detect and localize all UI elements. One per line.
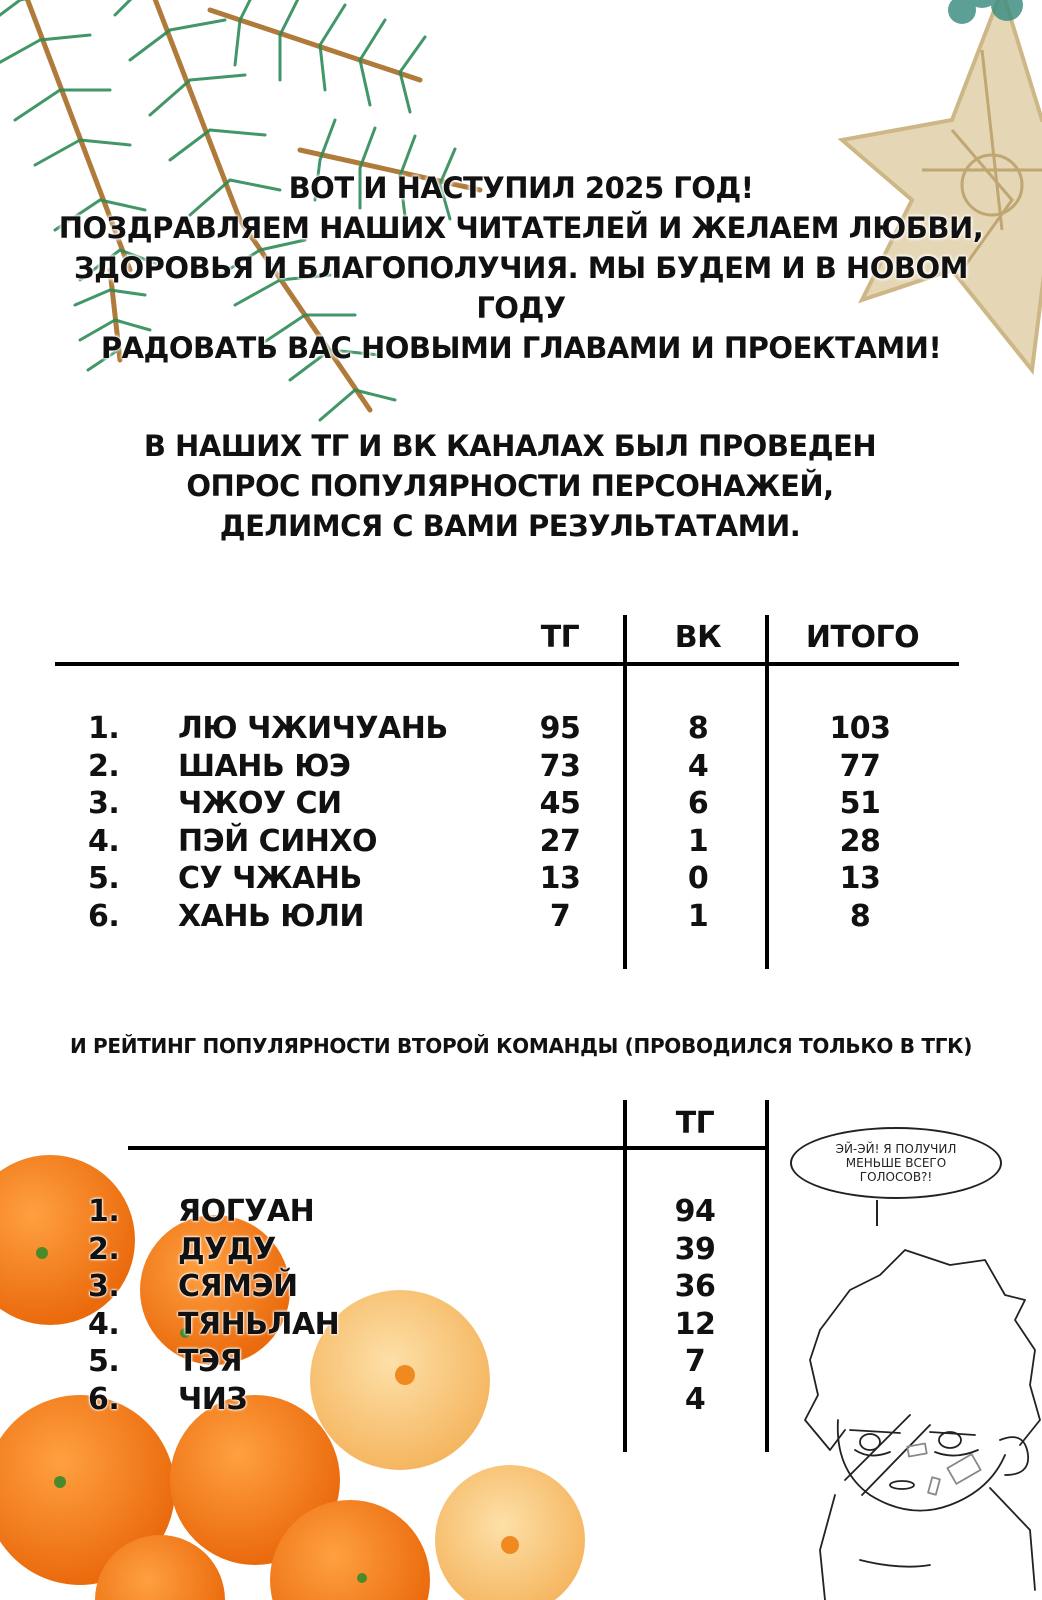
name-column — [178, 1193, 478, 1419]
character-name: ДУДУ — [178, 1231, 276, 1267]
rank: 5. — [88, 1344, 120, 1380]
tg-votes: 36 — [674, 1269, 716, 1305]
character-name: ЛЮ ЧЖИЧУАНЬ — [178, 711, 448, 746]
rank: 1. — [88, 711, 120, 746]
survey-intro-line: ОПРОС ПОПУЛЯРНОСТИ ПЕРСОНАЖЕЙ, — [186, 469, 834, 503]
table1-column-divider — [623, 615, 627, 969]
survey-intro-line: В НАШИХ ТГ И ВК КАНАЛАХ БЫЛ ПРОВЕДЕН — [143, 429, 877, 463]
tg-votes: 39 — [674, 1231, 716, 1267]
vk-votes: 1 — [687, 898, 709, 934]
table2-column-divider — [765, 1100, 769, 1452]
character-name: ЯОГУАН — [178, 1194, 315, 1229]
character-name: ЧЖОУ СИ — [178, 786, 342, 822]
vk-votes-column — [648, 710, 748, 936]
character-name: ТЭЯ — [178, 1344, 243, 1380]
column-header-tg: ТГ — [540, 620, 580, 655]
greeting-line: ПОЗДРАВЛЯЕМ НАШИХ ЧИТАТЕЛЕЙ И ЖЕЛАЕМ ЛЮБВИ, — [58, 211, 984, 245]
column-header-tg: ТГ — [675, 1106, 715, 1141]
rank: 3. — [88, 1269, 120, 1305]
rank: 4. — [88, 823, 120, 859]
vk-votes: 6 — [687, 786, 709, 822]
tg-votes: 27 — [539, 823, 581, 859]
vk-votes: 0 — [687, 861, 709, 897]
tg-votes: 95 — [539, 711, 581, 746]
table1-header-divider — [55, 662, 959, 666]
character-name: ПЭЙ СИНХО — [178, 823, 378, 859]
table1-column-divider — [765, 615, 769, 969]
rank: 1. — [88, 1194, 120, 1229]
vk-votes: 8 — [687, 711, 709, 746]
greeting-text — [40, 168, 1002, 368]
rank: 4. — [88, 1306, 120, 1342]
tg-votes: 7 — [549, 898, 571, 934]
tg-votes: 4 — [684, 1381, 706, 1417]
character-name: ШАНЬ ЮЭ — [178, 748, 351, 784]
tg-votes: 13 — [539, 861, 581, 897]
table2-header-divider — [128, 1146, 768, 1150]
rank: 6. — [88, 1381, 120, 1417]
rank: 3. — [88, 786, 120, 822]
character-name: ЧИЗ — [178, 1381, 248, 1417]
rank: 2. — [88, 748, 120, 784]
vk-votes: 1 — [687, 823, 709, 859]
tg-votes: 94 — [674, 1194, 716, 1229]
tg-votes: 73 — [539, 748, 581, 784]
greeting-line: РАДОВАТЬ ВАС НОВЫМИ ГЛАВАМИ И ПРОЕКТАМИ! — [100, 331, 942, 365]
total-votes: 13 — [839, 861, 881, 897]
survey-intro-text — [100, 426, 920, 546]
sulking-character-sketch — [790, 1220, 1042, 1600]
name-column — [178, 710, 498, 936]
tg-votes: 7 — [684, 1344, 706, 1380]
greeting-line: ВОТ И НАСТУПИЛ 2025 ГОД! — [288, 171, 754, 205]
character-name: СУ ЧЖАНЬ — [178, 861, 362, 897]
tg-votes-column — [510, 710, 610, 936]
second-team-caption: И РЕЙТИНГ ПОПУЛЯРНОСТИ ВТОРОЙ КОМАНДЫ (ПРОВОДИЛСЯ ТОЛЬКО В ТГК) — [69, 1034, 973, 1058]
column-header-total: ИТОГО — [805, 620, 920, 655]
greeting-line: ЗДОРОВЬЯ И БЛАГОПОЛУЧИЯ. МЫ БУДЕМ И В НОВОМ ГОДУ — [74, 251, 968, 325]
character-name: ТЯНЬЛАН — [178, 1306, 340, 1342]
total-votes: 51 — [839, 786, 881, 822]
total-votes: 8 — [849, 898, 871, 934]
survey-intro-line: ДЕЛИМСЯ С ВАМИ РЕЗУЛЬТАТАМИ. — [219, 509, 801, 543]
column-header-vk: ВК — [674, 620, 722, 655]
rank: 2. — [88, 1231, 120, 1267]
table2-column-divider — [623, 1100, 627, 1452]
rank: 6. — [88, 898, 120, 934]
total-votes: 77 — [839, 748, 881, 784]
character-name: ХАНЬ ЮЛИ — [178, 898, 365, 934]
character-name: СЯМЭЙ — [178, 1269, 298, 1305]
rank: 5. — [88, 861, 120, 897]
rank-column — [88, 710, 148, 936]
speech-bubble-text: ЭЙ-ЭЙ! Я ПОЛУЧИЛ МЕНЬШЕ ВСЕГО ГОЛОСОВ?! — [835, 1142, 957, 1184]
total-votes-column — [810, 710, 910, 936]
tg-votes: 45 — [539, 786, 581, 822]
rank-column — [88, 1193, 148, 1419]
tg-votes: 12 — [674, 1306, 716, 1342]
total-votes: 28 — [839, 823, 881, 859]
tg-votes-column — [645, 1193, 745, 1419]
vk-votes: 4 — [687, 748, 709, 784]
speech-bubble — [790, 1127, 1002, 1199]
total-votes: 103 — [829, 711, 891, 746]
